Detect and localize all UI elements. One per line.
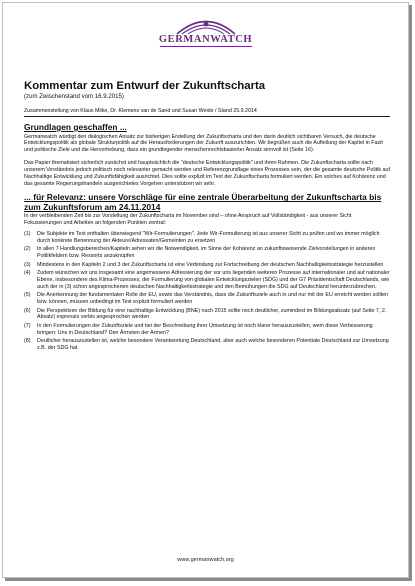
document-body bbox=[24, 80, 390, 353]
proposal-list bbox=[24, 231, 390, 352]
list-item bbox=[24, 270, 390, 291]
list-item-text: In den Formulierungen der Zukunftsziele und bei der Beschreibung ihrer Umsetzung ist noch klarer herauszustellen, wem diese Verbesserung bringen: Uns in Deutschland? Den Ärmsten der Armen? bbox=[37, 322, 373, 336]
list-item-text: Die Perspektiven der Bildung für eine nachhaltige Entwicklung (BNE) nach 2015 sollte noch deutlicher, zumindest im Bildungsabsatz (auf Seite 7, 2. Absatz) expressis verbis angesprochen werden bbox=[37, 307, 387, 321]
list-item-text: Die Subjekte im Text enthalten überwiegend "Wir-Formulierungen". Jede Wir-Formulierung ist aus unserer Sicht zu prüfen und wo immer möglich durch konkrete Benennung der Akteure/Adressaten/Gemeinten zu ersetzen bbox=[37, 231, 380, 244]
section2-heading: ... für Relevanz: unsere Vorschläge für eine zentrale Überarbeitung der Zukunftscharta bis zum Zukunftsforum am 24.11.2014 bbox=[24, 192, 382, 212]
document-subtitle: (zum Zwischenstand vom 16.9.2015) bbox=[24, 93, 124, 100]
list-item bbox=[24, 308, 390, 322]
list-item-text: Deutlicher herauszustellen ist, welche besondere Verantwortung Deutschland, aber auch welche besonderen Potentiale Deutschland zur Umsetzung z.B. der SDG hat. bbox=[37, 338, 389, 351]
section1-paragraph-2: Das Papier thematisiert sicherlich zunächst und hauptsächlich die "deutsche Entwicklungspolitik" und ihren Rahmen. Die Zukunftscharta sollte nach unserem Verständnis jedoch politisch noch relevanter gemacht werden und Referenzgrundlage eines Prozesses sein, der die gesamte deutsche Politik auf Nachhaltige Entwicklung und Zukunftsfähigkeit ausrichtet. Dies sollte explizit im Text der Zukunftscharta formuliert werden. Ein solches auf Kohärenz und das gesamte Regierungshandeln ausgerichtetes Vorgehen unterstützen wir sehr. bbox=[24, 160, 390, 187]
list-item-number: (3) bbox=[24, 261, 31, 268]
document-page bbox=[2, 2, 409, 578]
section1-paragraph-1: Germanwatch würdigt den dialogischen Ansatz zur bisherigen Erstellung der Zukunftscharta und den darin deutlich sichtbaren Versuch, die deutsche Entwicklungspolitik als globale Strukturpolitik auf die Herausforderungen der Zukunft auszurichten. Wir begrüßen auch die Aufteilung der Kapitel in Fazit und politische Ziele und die Hervorhebung, dass ein grundlegender menschenrechtsbasierter Ansatz sinnvoll ist (Seite 16). bbox=[24, 133, 383, 154]
logo-underline bbox=[160, 46, 252, 47]
list-item-number: (4) bbox=[24, 270, 31, 277]
list-item-number: (7) bbox=[24, 322, 31, 329]
logo-arc-icon bbox=[171, 15, 241, 35]
list-item bbox=[24, 323, 390, 337]
list-item-number: (5) bbox=[24, 292, 31, 299]
list-item bbox=[24, 262, 390, 269]
list-item-text: Mindestens in den Kapiteln 2 und 3 der Zukunftscharta ist eine Verbindung zur Fortschreibung der deutschen Nachhaltigkeitsstrategie herzustellen bbox=[37, 261, 384, 268]
section2-intro: In der verbleibenden Zeit bis zur Vorstellung der Zukunftscharta im November sind – ohne Anspruch auf Vollständigkeit - aus unserer Sicht Fokussierungen und Arbeiten an folgenden Punkten zentral: bbox=[24, 213, 352, 227]
section1-heading: Grundlagen geschaffen ... bbox=[24, 122, 127, 132]
list-item-number: (2) bbox=[24, 246, 31, 253]
list-item bbox=[24, 338, 390, 352]
list-item-number: (6) bbox=[24, 307, 31, 314]
document-title: Kommentar zum Entwurf der Zukunftscharta bbox=[24, 80, 266, 92]
list-item-number: (1) bbox=[24, 231, 31, 238]
footer-url[interactable]: www.germanwatch.org bbox=[177, 557, 234, 563]
logo-wordmark: GERMANWATCH bbox=[158, 34, 253, 45]
list-item-text: Zudem wünschen wir uns insgesamt eine angemessene Adressierung der vor uns liegenden weiteren Prozesse auf internationaler und auf nationaler Ebene, insbesondere des Klima-Prozesses, der Formulierung von globalen Entwicklungszielen (SDG) und der G7 Präsidentschaft Deutschlands, wie auch der in (3) schon angesprochenen deutschen Nachhaltigkeitsstrategie und den Bemühungen die SDG auf Deutschland herunterzubrechen. bbox=[37, 270, 390, 290]
list-item bbox=[24, 231, 390, 245]
list-item bbox=[24, 292, 390, 306]
list-item bbox=[24, 246, 390, 260]
document-meta: Zusammenstellung von Klaus Milke, Dr. Klemens van de Sand und Susan Weide / Stand 25.9.2014 bbox=[24, 108, 390, 117]
list-item-text: Die Anerkennung der fundamentalen Rolle der EU, sowie das Verständnis, dass die Zukunftsziele auch in und nur mit der EU erreicht werden sollten bzw. können, müssen unbedingt im Text explizit formuliert werden bbox=[37, 292, 389, 306]
list-item-text: In allen 7 Handlungsbereichen/Kapiteln sehen wir die Notwendigkeit, im Sinne der Kohärenz an zukunftsweisende Zielvorstellungen in anderen Politikfeldern bzw. Ressorts anzuknüpfen bbox=[37, 246, 376, 260]
logo bbox=[3, 15, 408, 47]
list-item-number: (8) bbox=[24, 338, 31, 345]
